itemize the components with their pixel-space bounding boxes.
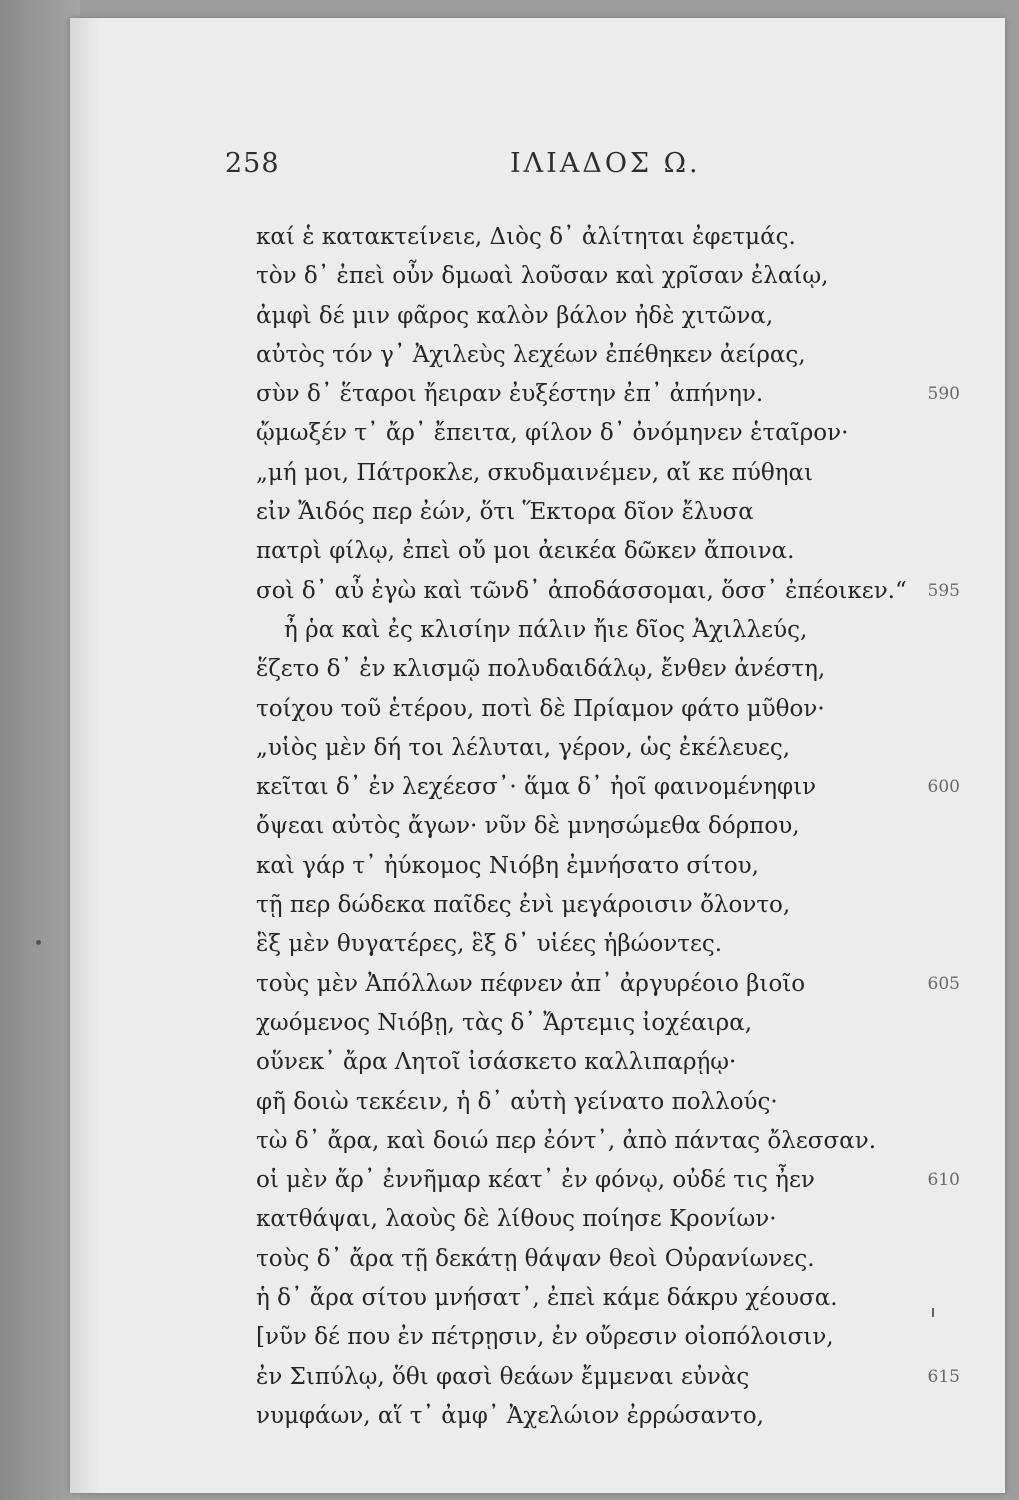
- verse-text: τὼ δ᾽ ἄρα, καὶ δοιώ περ ἐόντ᾽, ἀπὸ πάντας ὄλεσσαν.: [256, 1127, 877, 1154]
- verse-line: [70, 1318, 1005, 1357]
- line-number: 610: [927, 1170, 960, 1191]
- verse-line: [70, 1004, 1005, 1043]
- verse-text: ἡ δ᾽ ἄρα σίτου μνήσατ᾽, ἐπεὶ κάμε δάκρυ χέουσα.: [256, 1285, 838, 1312]
- verse-line: [70, 650, 1005, 689]
- verse-line: [70, 1240, 1005, 1279]
- line-number: 615: [927, 1366, 960, 1387]
- scan-background: [0, 0, 80, 1500]
- verse-line: [70, 1358, 1005, 1397]
- verse-line: [70, 218, 1005, 257]
- verse-text: „μή μοι, Πάτροκλε, σκυδμαινέμεν, αἴ κε πύθηαι: [256, 459, 814, 486]
- verse-line: [70, 611, 1005, 650]
- verse-line: [70, 1083, 1005, 1122]
- verse-line: [70, 572, 1005, 611]
- verse-line: [70, 336, 1005, 375]
- verse-text: ἐν Σιπύλῳ, ὅθι φασὶ θεάων ἔμμεναι εὐνὰς: [256, 1363, 750, 1390]
- verse-line: [70, 257, 1005, 296]
- line-number: 590: [927, 384, 960, 405]
- verse-line: [70, 454, 1005, 493]
- line-number: 605: [927, 973, 960, 994]
- verse-text: αὐτὸς τόν γ᾽ Ἀχιλεὺς λεχέων ἐπέθηκεν ἀείρας,: [256, 341, 806, 368]
- verse-text: ἓξ μὲν θυγατέρες, ἓξ δ᾽ υἱέες ἡβώοντες.: [256, 931, 723, 958]
- verse-text: ὄψεαι αὐτὸς ἄγων· νῦν δὲ μνησώμεθα δόρπου,: [256, 813, 800, 840]
- verse-line: [70, 847, 1005, 886]
- verse-line: [70, 532, 1005, 571]
- verse-line: [70, 1200, 1005, 1239]
- ink-speck: [932, 1308, 934, 1317]
- verse-text: σοὶ δ᾽ αὖ ἐγὼ καὶ τῶνδ᾽ ἀποδάσσομαι, ὅσσ᾽ ἐπέοικεν.“: [256, 577, 907, 604]
- running-title: ΙΛΙΑΔΟΣ Ω.: [510, 148, 701, 179]
- verse-text: εἰν Ἄιδός περ ἐών, ὅτι Ἕκτορα δῖον ἔλυσα: [256, 499, 754, 526]
- verse-text: σὺν δ᾽ ἕταροι ἤειραν ἐυξέστην ἐπ᾽ ἀπήνην.: [256, 381, 764, 408]
- verse-line: [70, 690, 1005, 729]
- verse-line: [70, 807, 1005, 846]
- verse-text: τοίχου τοῦ ἑτέρου, ποτὶ δὲ Πρίαμον φάτο μῦθον·: [256, 695, 825, 722]
- verse-text: κεῖται δ᾽ ἐν λεχέεσσ᾽· ἅμα δ᾽ ἠοῖ φαινομένηφιν: [256, 774, 817, 801]
- verse-line: [70, 297, 1005, 336]
- page-number: 258: [225, 148, 280, 179]
- verse-text: φῆ δοιὼ τεκέειν, ἡ δ᾽ αὐτὴ γείνατο πολλούς·: [256, 1088, 778, 1115]
- ink-speck: [36, 940, 41, 945]
- verse-line: [70, 925, 1005, 964]
- verse-text: τοὺς μὲν Ἀπόλλων πέφνεν ἀπ᾽ ἀργυρέοιο βιοῖο: [256, 970, 806, 997]
- verse-line: [70, 1043, 1005, 1082]
- page-header: [70, 148, 1005, 188]
- verse-text: τὸν δ᾽ ἐπεὶ οὖν δμωαὶ λοῦσαν καὶ χρῖσαν ἐλαίῳ,: [256, 263, 829, 290]
- verse-text: ᾤμωξέν τ᾽ ἄρ᾽ ἔπειτα, φίλον δ᾽ ὀνόμηνεν ἑταῖρον·: [256, 420, 849, 447]
- verse-text: οὕνεκ᾽ ἄρα Λητοῖ ἰσάσκετο καλλιπαρῄῳ·: [256, 1049, 737, 1076]
- verse-text: χωόμενος Νιόβῃ, τὰς δ᾽ Ἄρτεμις ἰοχέαιρα,: [256, 1009, 753, 1036]
- verse-text: τοὺς δ᾽ ἄρα τῇ δεκάτῃ θάψαν θεοὶ Οὐρανίωνες.: [256, 1245, 815, 1272]
- verse-text: ἀμφὶ δέ μιν φᾶρος καλὸν βάλον ἠδὲ χιτῶνα,: [256, 302, 774, 329]
- verse-text: ἕζετο δ᾽ ἐν κλισμῷ πολυδαιδάλῳ, ἔνθεν ἀνέστη,: [256, 656, 826, 683]
- verse-text: καὶ γάρ τ᾽ ἠύκομος Νιόβη ἐμνήσατο σίτου,: [256, 852, 759, 879]
- verse-line: [70, 1161, 1005, 1200]
- verse-text: κατθάψαι, λαοὺς δὲ λίθους ποίησε Κρονίων·: [256, 1206, 777, 1233]
- verse-block: [70, 218, 1005, 1436]
- verse-text: „υἱὸς μὲν δή τοι λέλυται, γέρον, ὡς ἐκέλευες,: [256, 734, 791, 761]
- verse-line: [70, 1279, 1005, 1318]
- verse-line: [70, 768, 1005, 807]
- verse-text: καί ἑ κατακτείνειε, Διὸς δ᾽ ἀλίτηται ἐφετμάς.: [256, 224, 796, 250]
- line-number: 595: [927, 580, 960, 601]
- verse-line: [70, 965, 1005, 1004]
- verse-line: [70, 729, 1005, 768]
- verse-text: πατρὶ φίλῳ, ἐπεὶ οὔ μοι ἀεικέα δῶκεν ἄποινα.: [256, 538, 795, 565]
- verse-line: [70, 1397, 1005, 1436]
- line-number: 600: [927, 777, 960, 798]
- verse-text: [νῦν δέ που ἐν πέτρῃσιν, ἐν οὔρεσιν οἰοπόλοισιν,: [256, 1324, 834, 1351]
- verse-text: οἱ μὲν ἄρ᾽ ἐννῆμαρ κέατ᾽ ἐν φόνῳ, οὐδέ τις ἦεν: [256, 1167, 815, 1194]
- verse-line: [70, 493, 1005, 532]
- book-page: [70, 18, 1005, 1493]
- verse-text: νυμφάων, αἵ τ᾽ ἀμφ᾽ Ἀχελώιον ἐρρώσαντο,: [256, 1402, 764, 1429]
- verse-line: [70, 1122, 1005, 1161]
- verse-text: τῇ περ δώδεκα παῖδες ἐνὶ μεγάροισιν ὄλοντο,: [256, 892, 791, 919]
- verse-text: ἦ ῥα καὶ ἐς κλισίην πάλιν ἤιε δῖος Ἀχιλλεύς,: [284, 616, 808, 643]
- verse-line: [70, 375, 1005, 414]
- verse-line: [70, 886, 1005, 925]
- verse-line: [70, 414, 1005, 453]
